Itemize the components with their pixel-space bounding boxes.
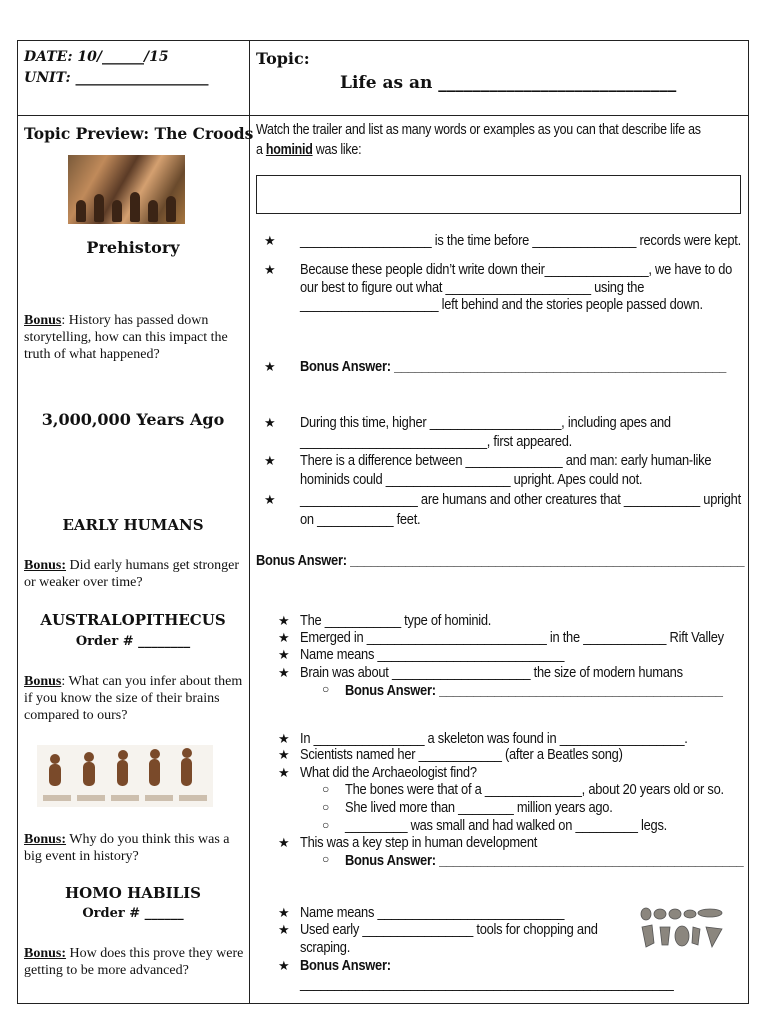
circle-bullet-icon: ○ xyxy=(322,682,330,696)
bonus-australo xyxy=(24,673,244,724)
lucy-fact-3: What did the Archaeologist find? xyxy=(300,764,477,781)
bonus-text: How does this prove they were getting to be more advanced? xyxy=(24,946,244,978)
lucy-fact-4: The bones were that of a ______________, about 20 years old or so. xyxy=(345,781,724,798)
croods-image xyxy=(68,155,185,224)
statement-records-c: ____________________ left behind and the stories people passed down. xyxy=(300,296,703,313)
statement-records-b: our best to figure out what _____________________ using the xyxy=(300,279,645,296)
habilis-fact-2b: scraping. xyxy=(300,939,351,956)
statement-primates-a: During this time, higher ___________________, including apes and xyxy=(300,414,671,431)
unit-field[interactable]: UNIT: ___________________ xyxy=(24,70,209,86)
date-field[interactable]: DATE: 10/______/15 xyxy=(24,49,169,65)
australo-fact-2: Emerged in __________________________ in the ____________ Rift Valley xyxy=(300,629,724,646)
bonus-text: Did early humans get stronger or weaker over time? xyxy=(24,558,240,590)
star-bullet-icon: ★ xyxy=(278,765,290,780)
statement-hominids-a: _________________ are humans and other creatures that ___________ upright xyxy=(300,491,741,508)
homo-habilis-heading: HOMO HABILIS xyxy=(64,884,202,902)
lucy-fact-1: In ________________ a skeleton was found in __________________. xyxy=(300,730,688,747)
statement-apes-b: hominids could __________________ upright. Apes could not. xyxy=(300,471,643,488)
bonus-text: : What can you infer about them if you know the size of their brains compared to ours? xyxy=(24,674,243,723)
star-bullet-icon: ★ xyxy=(278,835,290,850)
statement-hominids-b: on ___________ feet. xyxy=(300,511,421,528)
australo-fact-3: Name means ___________________________ xyxy=(300,646,565,663)
bonus-early-humans xyxy=(24,557,244,591)
bonus-label: Bonus: xyxy=(24,558,67,573)
topic-label: Topic: xyxy=(256,49,310,68)
intro-line-1: Watch the trailer and list as many words or examples as you can that describe life as xyxy=(256,122,701,138)
star-bullet-icon: ★ xyxy=(278,665,290,680)
habilis-fact-1: Name means ___________________________ xyxy=(300,904,565,921)
star-bullet-icon: ★ xyxy=(264,492,276,507)
habilis-fact-2a: Used early ________________ tools for chopping and xyxy=(300,921,598,938)
star-bullet-icon: ★ xyxy=(264,262,276,277)
order-field[interactable]: Order # ________ xyxy=(75,634,191,649)
star-bullet-icon: ★ xyxy=(278,630,290,645)
lucy-fact-2: Scientists named her ____________ (after a Beatles song) xyxy=(300,746,623,763)
star-bullet-icon: ★ xyxy=(278,647,290,662)
australo-fact-1: The ___________ type of hominid. xyxy=(300,612,492,629)
bonus-label: Bonus: xyxy=(24,946,67,961)
circle-bullet-icon: ○ xyxy=(322,782,330,796)
statement-records-a: Because these people didn’t write down their_______________, we have to do xyxy=(300,261,733,278)
bonus-answer-field[interactable]: Bonus Answer: ________________________________________________ xyxy=(300,358,727,375)
star-bullet-icon: ★ xyxy=(278,747,290,762)
star-bullet-icon: ★ xyxy=(264,359,276,374)
years-ago-heading: 3,000,000 Years Ago xyxy=(41,410,225,429)
lucy-fact-6: _________ was small and had walked on _________ legs. xyxy=(345,817,667,834)
bonus-answer-field[interactable]: Bonus Answer: ____________________________________________ xyxy=(345,852,744,869)
bonus-label: Bonus: xyxy=(24,832,67,847)
bonus-text: Why do you think this was a big event in history? xyxy=(24,832,230,864)
bonus-label: Bonus xyxy=(24,313,62,328)
intro-text: a xyxy=(256,142,266,158)
statement-apes-a: There is a difference between ______________ and man: early human-like xyxy=(300,452,712,469)
intro-line-2 xyxy=(256,142,361,158)
prehistory-heading: Prehistory xyxy=(86,238,180,257)
stone-tools-image xyxy=(638,905,726,951)
circle-bullet-icon: ○ xyxy=(322,852,330,866)
bonus-answer-label: Bonus Answer: xyxy=(300,957,391,974)
star-bullet-icon: ★ xyxy=(264,415,276,430)
australo-fact-4: Brain was about ____________________ the size of modern humans xyxy=(300,664,683,681)
star-bullet-icon: ★ xyxy=(278,613,290,628)
bonus-prehistory xyxy=(24,312,244,363)
page-title: Life as an ____________________________ xyxy=(340,73,677,93)
evolution-image xyxy=(37,745,213,807)
column-divider xyxy=(249,40,250,1004)
circle-bullet-icon: ○ xyxy=(322,800,330,814)
circle-bullet-icon: ○ xyxy=(322,818,330,832)
statement-prehistory: ___________________ is the time before _______________ records were kept. xyxy=(300,232,741,249)
header-divider xyxy=(17,115,749,116)
star-bullet-icon: ★ xyxy=(264,233,276,248)
lucy-fact-7: This was a key step in human development xyxy=(300,834,538,851)
bonus-answer-field[interactable]: ______________________________________________________ xyxy=(300,975,674,992)
bonus-label: Bonus xyxy=(24,674,62,689)
intro-text: was like: xyxy=(312,142,362,158)
intro-keyword: hominid xyxy=(265,142,313,158)
bonus-homo-habilis xyxy=(24,945,244,979)
star-bullet-icon: ★ xyxy=(278,958,290,973)
star-bullet-icon: ★ xyxy=(264,453,276,468)
lucy-fact-5: She lived more than ________ million years ago. xyxy=(345,799,613,816)
trailer-answer-box[interactable] xyxy=(256,175,741,214)
star-bullet-icon: ★ xyxy=(278,731,290,746)
bonus-text: : History has passed down storytelling, how can this impact the truth of what happened? xyxy=(24,313,228,362)
topic-preview-title: Topic Preview: The Croods xyxy=(24,124,254,143)
star-bullet-icon: ★ xyxy=(278,905,290,920)
bonus-lucy xyxy=(24,831,244,865)
bonus-answer-field[interactable]: Bonus Answer: _________________________________________ xyxy=(345,682,723,699)
australopithecus-heading: AUSTRALOPITHECUS xyxy=(40,611,226,629)
early-humans-heading: EARLY HUMANS xyxy=(62,516,204,534)
statement-primates-b: ___________________________, first appeared. xyxy=(300,433,573,450)
star-bullet-icon: ★ xyxy=(278,922,290,937)
bonus-answer-field[interactable]: Bonus Answer: _________________________________________________________ xyxy=(256,552,745,569)
order-field[interactable]: Order # ______ xyxy=(82,906,184,921)
